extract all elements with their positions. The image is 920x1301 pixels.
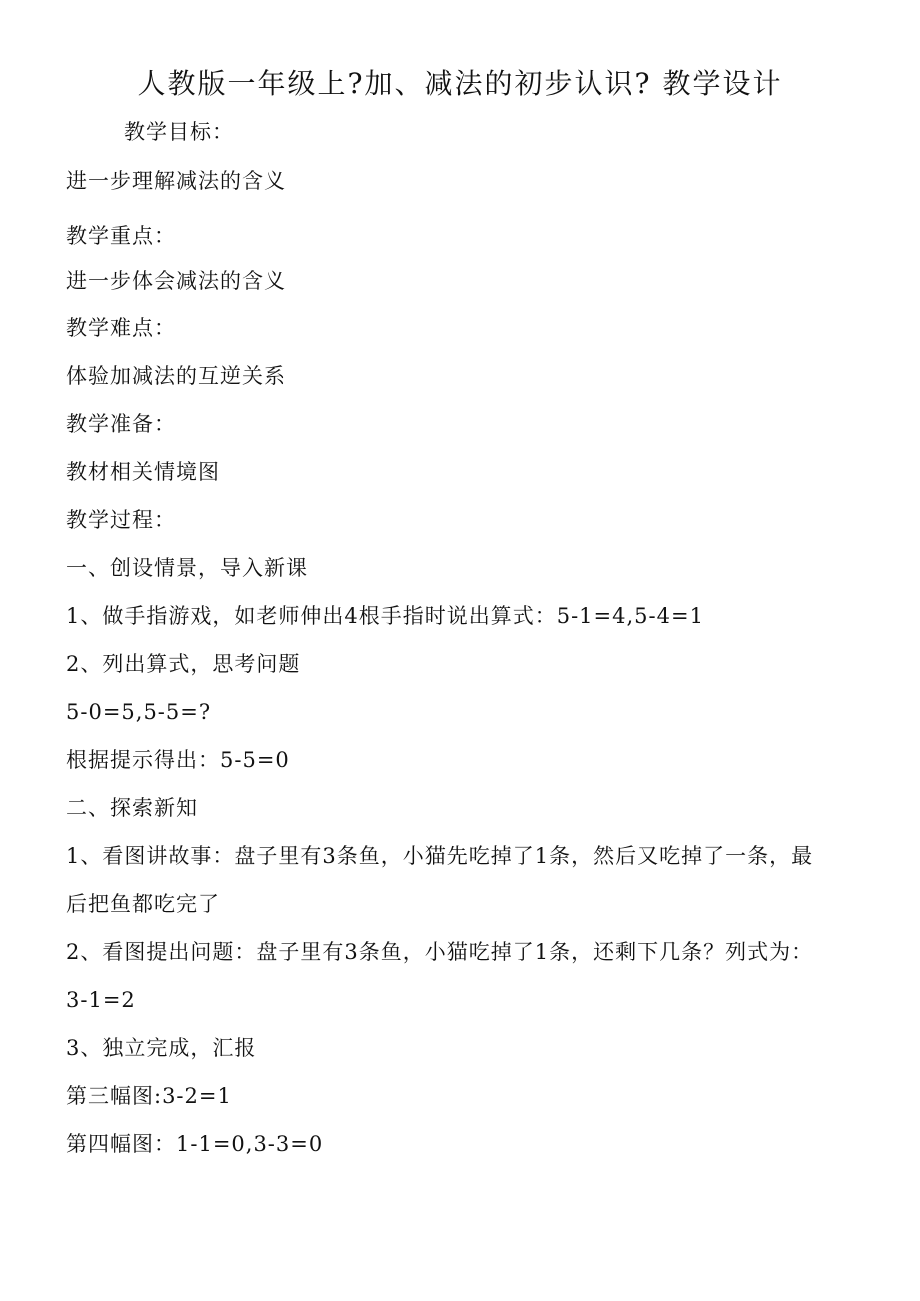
question-line-1: 2、看图提出问题：盘子里有3条鱼，小猫吃掉了1条，还剩下几条？列式为： [66, 940, 814, 964]
difficult-points-heading: 教学难点： [66, 316, 176, 340]
picture-three-line: 第三幅图:3-2=1 [66, 1084, 232, 1108]
preparation-text: 教材相关情境图 [66, 460, 220, 484]
teaching-goals-text: 进一步理解减法的含义 [66, 169, 286, 193]
step-2-list-formulas: 2、列出算式，思考问题 [66, 652, 301, 676]
preparation-heading: 教学准备： [66, 412, 176, 436]
difficult-points-text: 体验加减法的互逆关系 [66, 364, 286, 388]
story-line-2: 后把鱼都吃完了 [66, 892, 220, 916]
key-points-heading: 教学重点： [66, 224, 176, 248]
formula-line: 5-0=5,5-5=? [66, 700, 212, 724]
hint-result-line: 根据提示得出：5-5=0 [66, 748, 290, 772]
section-two-heading: 二、探索新知 [66, 796, 198, 820]
key-points-text: 进一步体会减法的含义 [66, 269, 286, 293]
section-one-heading: 一、创设情景，导入新课 [66, 556, 308, 580]
step-1-finger-game: 1、做手指游戏，如老师伸出4根手指时说出算式：5-1=4,5-4=1 [66, 604, 704, 628]
story-line-1: 1、看图讲故事：盘子里有3条鱼，小猫先吃掉了1条，然后又吃掉了一条，最 [66, 844, 814, 868]
step-3-report: 3、独立完成，汇报 [66, 1036, 257, 1060]
process-heading: 教学过程： [66, 508, 176, 532]
question-line-2: 3-1=2 [66, 988, 136, 1012]
picture-four-line: 第四幅图：1-1=0,3-3=0 [66, 1132, 324, 1156]
teaching-goals-heading: 教学目标： [124, 120, 234, 144]
document-title: 人教版一年级上?加、减法的初步认识? 教学设计 [137, 67, 783, 100]
